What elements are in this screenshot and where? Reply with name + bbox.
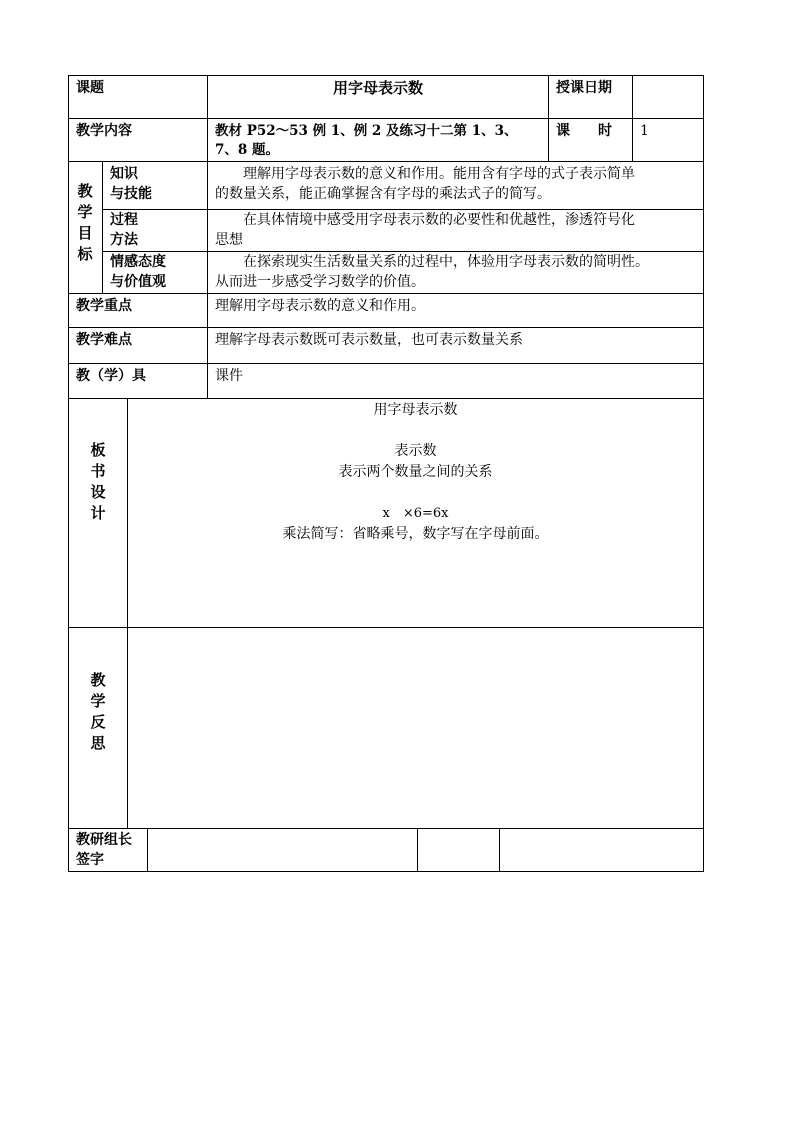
emotion-text-line2: 从而进一步感受学习数学的价值。 [215, 274, 425, 290]
emotion-label-line2: 与价值观 [110, 274, 166, 290]
board-line2: 表示两个数量之间的关系 [338, 464, 493, 480]
process-label-line1: 过程 [110, 212, 138, 228]
signature-label-line2: 签字 [76, 852, 104, 868]
period-value: 1 [640, 123, 649, 139]
tools-label: 教（学）具 [76, 368, 146, 384]
content-label: 教学内容 [76, 123, 132, 139]
topic-label: 课题 [76, 80, 104, 96]
date-label: 授课日期 [556, 80, 612, 96]
knowledge-label-line1: 知识 [110, 166, 138, 182]
emotion-label-line1: 情感态度 [110, 254, 166, 270]
difficulty-label: 教学难点 [76, 332, 132, 348]
content-value-line2: 7、8 题。 [215, 142, 279, 158]
goals-group-label: 教 学 目 标 [77, 182, 93, 263]
topic-value: 用字母表示数 [332, 79, 423, 97]
board-title: 用字母表示数 [373, 402, 458, 418]
tools-value: 课件 [215, 368, 243, 384]
difficulty-value: 理解字母表示数既可表示数量，也可表示数量关系 [215, 332, 523, 348]
board-rule: 乘法简写：省略乘号，数字写在字母前面。 [282, 526, 549, 542]
board-formula: x ×6=6x [382, 506, 449, 521]
content-value-line1: 教材 P52～53 例 1、例 2 及练习十二第 1、3、 [215, 123, 518, 139]
period-label: 课 时 [556, 123, 612, 139]
board-label: 板 书 设 计 [90, 441, 106, 522]
process-label-line2: 方法 [110, 232, 138, 248]
knowledge-text-line1: 理解用字母表示数的意义和作用。能用含有字母的式子表示简单 [215, 166, 635, 182]
key-point-value: 理解用字母表示数的意义和作用。 [215, 298, 425, 314]
key-point-label: 教学重点 [76, 298, 132, 314]
process-text-line1: 在具体情境中感受用字母表示数的必要性和优越性，渗透符号化 [215, 212, 635, 228]
board-line1: 表示数 [394, 443, 437, 459]
knowledge-text-line2: 的数量关系，能正确掌握含有字母的乘法式子的简写。 [215, 186, 551, 202]
reflection-label: 教 学 反 思 [90, 671, 106, 752]
knowledge-label-line2: 与技能 [110, 186, 152, 202]
process-text-line2: 思想 [215, 232, 243, 248]
signature-label-line1: 教研组长 [76, 832, 132, 848]
emotion-text-line1: 在探索现实生活数量关系的过程中，体验用字母表示数的简明性。 [215, 254, 649, 270]
